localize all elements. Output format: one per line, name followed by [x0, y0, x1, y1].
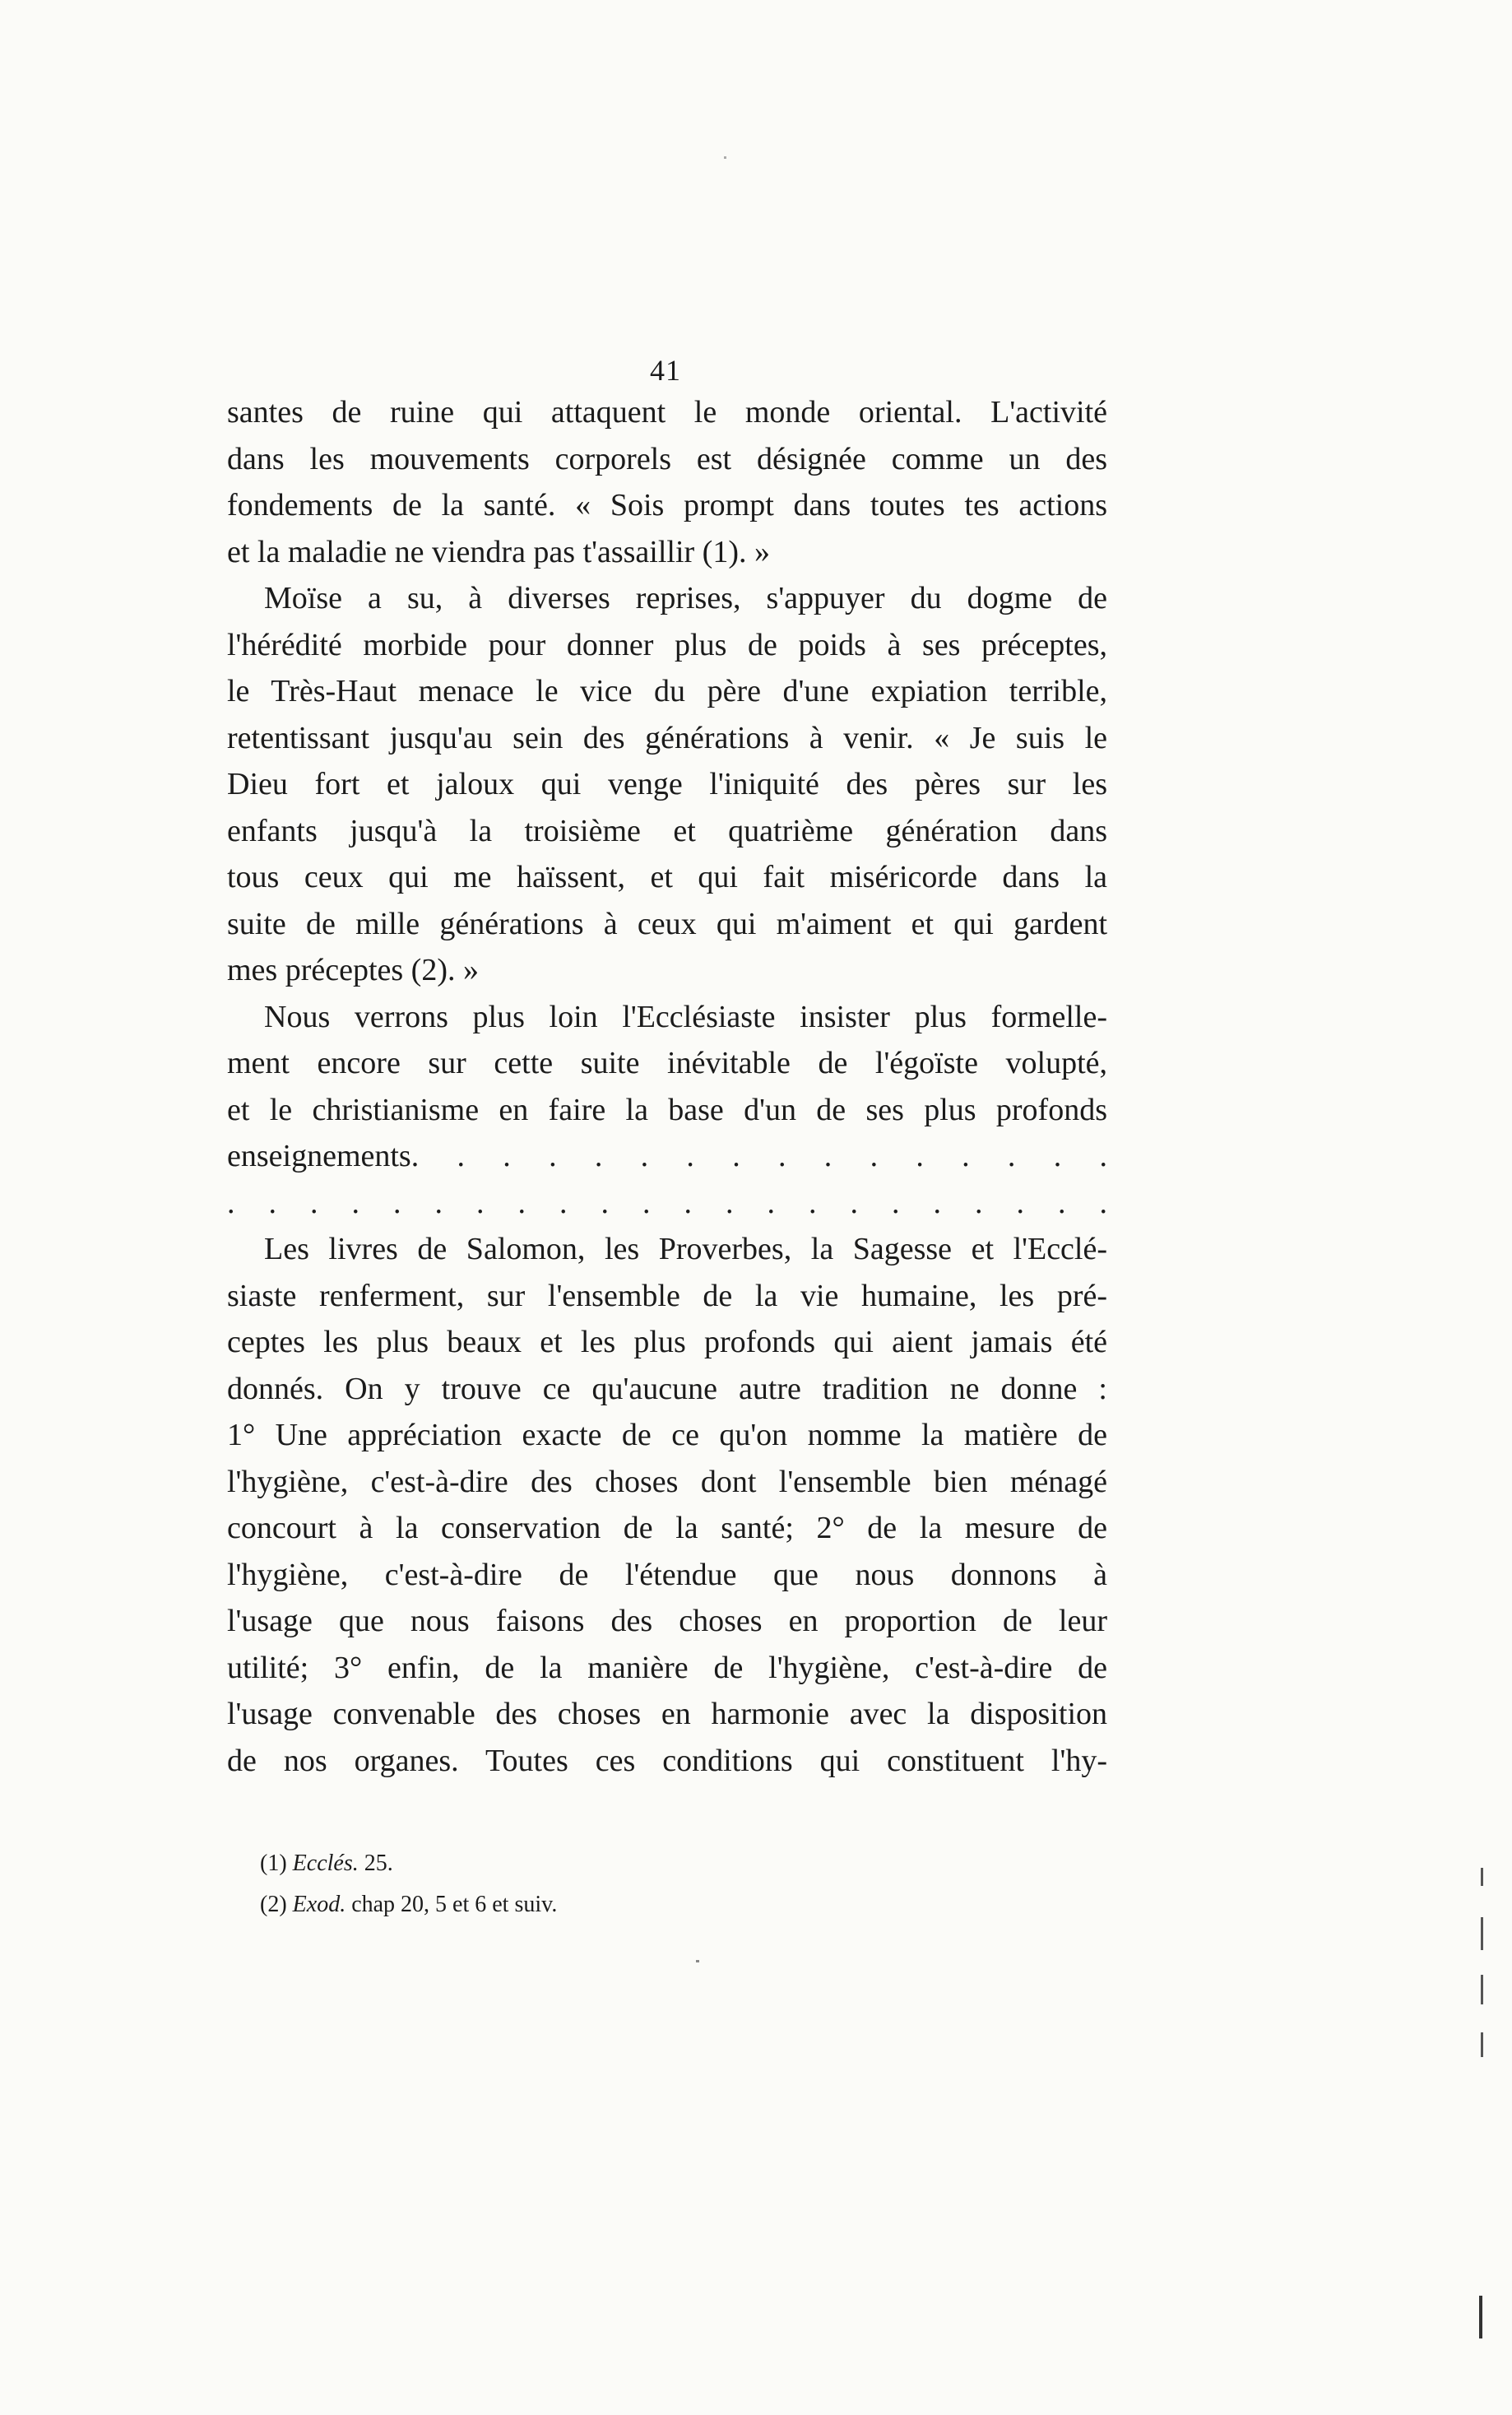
footnote-ref: chap 20, 5 et 6 et suiv. [351, 1892, 558, 1917]
text-line: l'usage que nous faisons des choses en proportion de leur [227, 1604, 1107, 1638]
text-line: et la maladie ne viendra pas t'assaillir (1). » [227, 534, 770, 569]
text-line: l'hygiène, c'est-à-dire des choses dont l'ensemble bien ménagé [227, 1464, 1107, 1499]
text-line: santes de ruine qui attaquent le monde oriental. L'activité [227, 395, 1107, 430]
text-line: enseignements. . . . . . . . . . . . . . . . [227, 1139, 1107, 1173]
scan-mark [1481, 1975, 1483, 2004]
footnote-marker: (1) [260, 1851, 287, 1876]
text-line: 1° Une appréciation exacte de ce qu'on nomme la matière de [227, 1418, 1107, 1452]
scan-mark [1479, 2296, 1482, 2338]
text-line: utilité; 3° enfin, de la manière de l'hygiène, c'est-à-dire de [227, 1650, 1107, 1685]
scan-mark [1481, 1917, 1483, 1950]
text-line: Dieu fort et jaloux qui venge l'iniquité des pères sur les [227, 767, 1107, 801]
footnote-source: Exod. [292, 1892, 346, 1917]
text-line: retentissant jusqu'au sein des générations à venir. « Je suis le [227, 720, 1107, 755]
footnote [260, 1884, 852, 1925]
text-line: de nos organes. Toutes ces conditions qui constituent l'hy- [227, 1743, 1107, 1778]
text-line: suite de mille générations à ceux qui m'aiment et qui gardent [227, 906, 1107, 941]
scan-mark [724, 156, 726, 159]
body-text [227, 389, 1107, 1784]
text-line: Moïse a su, à diverses reprises, s'appuyer du dogme de [264, 581, 1107, 615]
text-line: Les livres de Salomon, les Proverbes, la Sagesse et l'Ecclé- [264, 1232, 1107, 1266]
text-line: dans les mouvements corporels est désignée comme un des [227, 441, 1107, 476]
text-line: ceptes les plus beaux et les plus profonds qui aient jamais été [227, 1325, 1107, 1359]
text-line: siaste renferment, sur l'ensemble de la vie humaine, les pré- [227, 1278, 1107, 1313]
scan-mark [696, 1960, 699, 1962]
text-line: donnés. On y trouve ce qu'aucune autre tradition ne donne : [227, 1371, 1107, 1406]
scan-mark [1481, 2032, 1483, 2057]
text-line: l'hérédité morbide pour donner plus de poids à ses préceptes, [227, 627, 1107, 662]
text-line: l'usage convenable des choses en harmonie avec la disposition [227, 1697, 1107, 1731]
text-line: . . . . . . . . . . . . . . . . . . . . . . [227, 1185, 1107, 1220]
text-line: et le christianisme en faire la base d'un de ses plus profonds [227, 1092, 1107, 1127]
text-line: ment encore sur cette suite inévitable de l'égoïste volupté, [227, 1046, 1107, 1080]
text-line: enfants jusqu'à la troisième et quatrième génération dans [227, 813, 1107, 848]
text-line: l'hygiène, c'est-à-dire de l'étendue que nous donnons à [227, 1557, 1107, 1592]
page-number: 41 [650, 354, 681, 387]
footnote-ref: 25. [364, 1851, 393, 1876]
scan-mark [1481, 1868, 1483, 1886]
footnote [260, 1843, 852, 1884]
text-line: fondements de la santé. « Sois prompt dans toutes tes actions [227, 488, 1107, 522]
text-line: tous ceux qui me haïssent, et qui fait miséricorde dans la [227, 860, 1107, 894]
text-line: mes préceptes (2). » [227, 953, 479, 987]
footnote-marker: (2) [260, 1892, 287, 1917]
text-line: concourt à la conservation de la santé; 2° de la mesure de [227, 1511, 1107, 1545]
footnotes [260, 1843, 852, 1925]
footnote-source: Ecclés. [292, 1851, 359, 1876]
text-line: Nous verrons plus loin l'Ecclésiaste insister plus formelle- [264, 999, 1107, 1034]
text-line: le Très-Haut menace le vice du père d'une expiation terrible, [227, 674, 1107, 708]
